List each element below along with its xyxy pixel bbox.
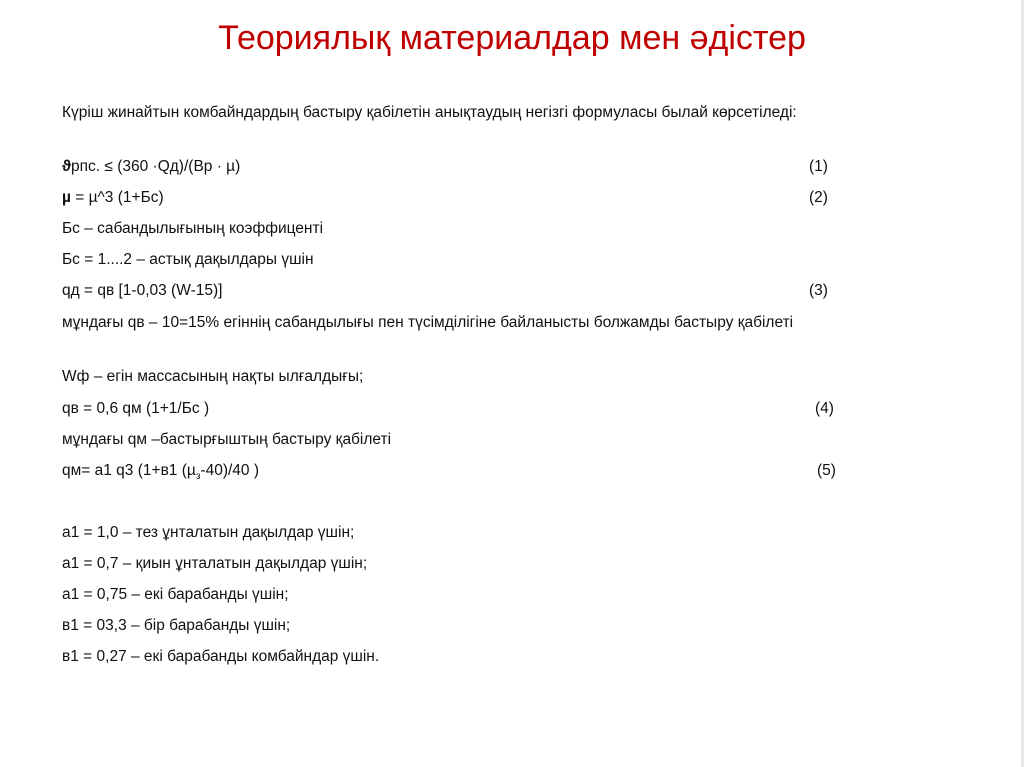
formula-1-text: рпс. ≤ (360 ·Qд)/(Вр · µ) — [71, 158, 241, 175]
coefficient-line: а1 = 0,75 – екі барабанды үшін; — [62, 586, 289, 603]
formula-5-number: (5) — [817, 462, 836, 479]
mu-symbol: µ — [62, 189, 71, 206]
formula-2-text: = µ^3 (1+Бс) — [70, 189, 164, 206]
bc-range: Бс = 1....2 – астық дақылдары үшін — [62, 251, 314, 268]
formula-5-subscript: з — [195, 471, 201, 483]
coefficient-line: а1 = 1,0 – тез ұнталатын дақылдар үшін; — [62, 524, 355, 541]
definition-qm: мұндағы qм –бастырғыштың бастыру қабілеті — [62, 431, 392, 448]
coefficient-line: в1 = 0,27 – екі барабанды комбайндар үшін. — [62, 648, 380, 665]
formula-2-number: (2) — [809, 189, 828, 206]
coefficient-line: а1 = 0,7 – қиын ұнталатын дақылдар үшін; — [62, 555, 368, 572]
theta-symbol: ϑ — [62, 158, 72, 175]
formula-5-text-a: qм= а1 q3 (1+в1 (µ — [62, 462, 196, 479]
formula-3: qд = qв [1-0,03 (W-15)] — [62, 282, 223, 299]
formula-5 — [62, 461, 259, 487]
formula-3-number: (3) — [809, 282, 828, 299]
formula-4-number: (4) — [815, 400, 834, 417]
formula-5-text-b: -40)/40 ) — [200, 462, 260, 479]
intro-paragraph: Күріш жинайтын комбайндардың бастыру қабілетін анықтаудың негізгі формуласы былай көрсетіледі: — [62, 104, 797, 121]
slide-title: Теориялық материалдар мен әдістер — [218, 19, 806, 57]
definition-qv: мұндағы qв – 10=15% егіннің сабандылығы пен түсімділігіне байланысты болжамды бастыру қабілеті — [62, 314, 794, 331]
definition-bc: Бс – сабандылығының коэффиценті — [62, 220, 324, 237]
formula-1-number: (1) — [809, 158, 828, 175]
formula-4: qв = 0,6 qм (1+1/Бс ) — [62, 400, 210, 417]
formula-2 — [62, 188, 164, 208]
coefficient-line: в1 = 03,3 – бір барабанды үшін; — [62, 617, 291, 634]
definition-w: Wф – егін массасының нақты ылғалдығы; — [62, 368, 364, 385]
formula-1 — [62, 157, 240, 177]
